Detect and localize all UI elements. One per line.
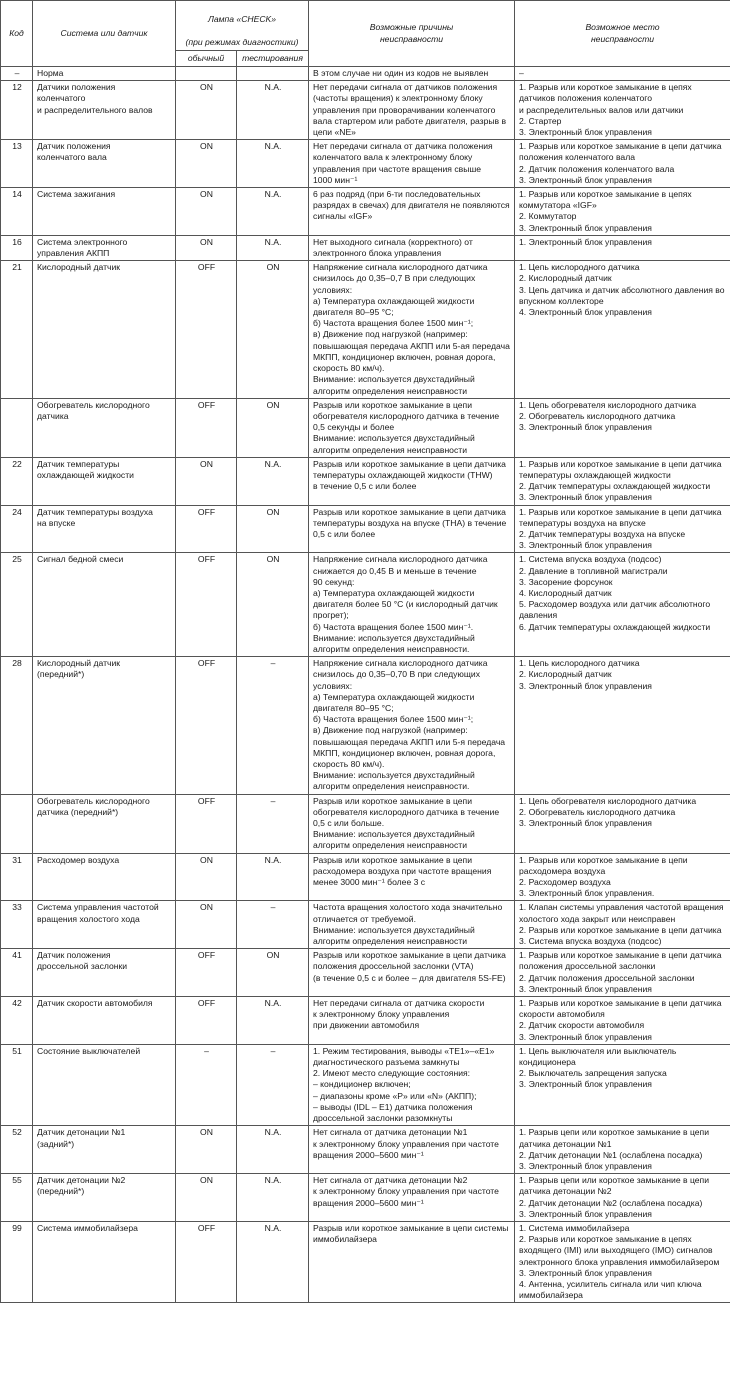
cell-code: 22 xyxy=(1,457,33,505)
header-lamp xyxy=(176,1,309,51)
header-lamp-normal: обычный xyxy=(176,50,237,66)
cell-causes: В этом случае ни один из кодов не выявлен xyxy=(309,67,515,81)
cell-lamp-normal: OFF xyxy=(176,657,237,794)
cell-code: 16 xyxy=(1,235,33,260)
cell-causes: Нет выходного сигнала (корректного) от электронного блока управления xyxy=(309,235,515,260)
cell-lamp-test: ON xyxy=(237,949,309,997)
cell-causes: Разрыв или короткое замыкание в цепи системы иммобилайзера xyxy=(309,1221,515,1302)
cell-location: 1. Разрыв или короткое замыкание в цепи датчика положения коленчатого вала 2. Датчик положения коленчатого вала 3. Электронный блок управления xyxy=(515,140,730,188)
cell-lamp-test: N.A. xyxy=(237,1174,309,1222)
cell-location: 1. Цепь обогревателя кислородного датчика 2. Обогреватель кислородного датчика 3. Электронный блок управления xyxy=(515,398,730,457)
cell-lamp-normal: OFF xyxy=(176,398,237,457)
cell-causes: Напряжение сигнала кислородного датчика снизилось до 0,35–0,7 В при следующих условиях: а) Температура охлаждающей жидкости двигателя 80–95 °С; б) Частота вращения более 1500 мин⁻¹; в) Движение под нагрузкой (например: повышающая передача АКПП или 5-ая передача МКПП, кондиционер включен, ровная дорога, скорость 80 км/ч). Внимание: используется двухстадийный алгоритм определения неисправности xyxy=(309,261,515,398)
cell-lamp-test: N.A. xyxy=(237,1126,309,1174)
cell-code: 55 xyxy=(1,1174,33,1222)
cell-lamp-normal: OFF xyxy=(176,553,237,657)
cell-lamp-test: N.A. xyxy=(237,997,309,1045)
cell-location: 1. Система иммобилайзера 2. Разрыв или короткое замыкание в цепях входящего (IMI) или выходящего (IMO) сигналов электронного блока управления иммобилайзером 3. Электронный блок управления 4. Антенна, усилитель сигнала или чип ключа иммобилайзера xyxy=(515,1221,730,1302)
table-row xyxy=(1,853,730,901)
cell-code: 24 xyxy=(1,505,33,553)
cell-causes: Напряжение сигнала кислородного датчика снижается до 0,45 В и меньше в течение 90 секунд: а) Температура охлаждающей жидкости двигателя более 50 °С (и кислородный датчик прогрет); б) Частота вращения более 1500 мин⁻¹. Внимание: используется двухстадийный алгоритм определения неисправности. xyxy=(309,553,515,657)
table-row xyxy=(1,794,730,853)
cell-lamp-normal: ON xyxy=(176,457,237,505)
table-row xyxy=(1,1221,730,1302)
cell-lamp-test: N.A. xyxy=(237,235,309,260)
cell-lamp-test: ON xyxy=(237,553,309,657)
cell-location: 1. Электронный блок управления xyxy=(515,235,730,260)
cell-code: 51 xyxy=(1,1044,33,1125)
header-lamp-title: Лампа «CHECK» xyxy=(207,14,277,25)
cell-lamp-normal: OFF xyxy=(176,794,237,853)
cell-system: Датчик детонации №1 (задний*) xyxy=(33,1126,176,1174)
cell-code: 25 xyxy=(1,553,33,657)
cell-lamp-test: – xyxy=(237,1044,309,1125)
cell-lamp-normal: OFF xyxy=(176,505,237,553)
cell-location: 1. Разрыв или короткое замыкание в цепи датчика температуры охлаждающей жидкости 2. Датчик температуры охлаждающей жидкости 3. Электронный блок управления xyxy=(515,457,730,505)
table-row xyxy=(1,261,730,398)
cell-location: 1. Клапан системы управления частотой вращения холостого хода закрыт или неисправен 2. Разрыв или короткое замыкание в цепи датчика 3. Система впуска воздуха (подсос) xyxy=(515,901,730,949)
cell-causes: Разрыв или короткое замыкание в цепи расходомера воздуха при частоте вращения менее 3000 мин⁻¹ более 3 с xyxy=(309,853,515,901)
header-row-1 xyxy=(1,1,730,51)
cell-lamp-test: ON xyxy=(237,398,309,457)
cell-lamp-normal: ON xyxy=(176,140,237,188)
cell-code xyxy=(1,398,33,457)
cell-system: Кислородный датчик xyxy=(33,261,176,398)
table-row xyxy=(1,1044,730,1125)
cell-system: Система иммобилайзера xyxy=(33,1221,176,1302)
cell-code: 14 xyxy=(1,188,33,236)
cell-system: Расходомер воздуха xyxy=(33,853,176,901)
cell-location: – xyxy=(515,67,730,81)
cell-location: 1. Разрыв или короткое замыкание в цепи датчика скорости автомобиля 2. Датчик скорости автомобиля 3. Электронный блок управления xyxy=(515,997,730,1045)
cell-system: Датчик температуры охлаждающей жидкости xyxy=(33,457,176,505)
cell-location: 1. Разрыв цепи или короткое замыкание в цепи датчика детонации №2 2. Датчик детонации №2 (ослаблена посадка) 3. Электронный блок управления xyxy=(515,1174,730,1222)
table-row xyxy=(1,67,730,81)
cell-system: Кислородный датчик (передний*) xyxy=(33,657,176,794)
cell-system: Датчик положения дроссельной заслонки xyxy=(33,949,176,997)
table-row xyxy=(1,457,730,505)
table-row xyxy=(1,553,730,657)
cell-location: 1. Разрыв или короткое замыкание в цепи расходомера воздуха 2. Расходомер воздуха 3. Электронный блок управления. xyxy=(515,853,730,901)
table-row xyxy=(1,901,730,949)
cell-system: Обогреватель кислородного датчика (передний*) xyxy=(33,794,176,853)
cell-lamp-normal: – xyxy=(176,1044,237,1125)
cell-lamp-test: N.A. xyxy=(237,1221,309,1302)
cell-lamp-test: – xyxy=(237,901,309,949)
cell-location: 1. Система впуска воздуха (подсос) 2. Давление в топливной магистрали 3. Засорение форсунок 4. Кислородный датчик 5. Расходомер воздуха или датчик абсолютного давления 6. Датчик температуры охлаждающей жидкости xyxy=(515,553,730,657)
cell-causes: Нет передачи сигнала от датчика скорости к электронному блоку управления при движении автомобиля xyxy=(309,997,515,1045)
cell-location: 1. Цепь кислородного датчика 2. Кислородный датчик 3. Электронный блок управления xyxy=(515,657,730,794)
cell-lamp-normal: ON xyxy=(176,81,237,140)
cell-code: 52 xyxy=(1,1126,33,1174)
header-lamp-test: тестирования xyxy=(237,50,309,66)
cell-causes: 1. Режим тестирования, выводы «TE1»–«E1» диагностического разъема замкнуты 2. Имеют место следующие состояния: – кондиционер включен; – диапазоны кроме «P» или «N» (АКПП); – выводы (IDL – E1) датчика положения дроссельной заслонки разомкнуты xyxy=(309,1044,515,1125)
cell-code: 42 xyxy=(1,997,33,1045)
cell-system: Норма xyxy=(33,67,176,81)
table-row xyxy=(1,1126,730,1174)
cell-location: 1. Цепь обогревателя кислородного датчика 2. Обогреватель кислородного датчика 3. Электронный блок управления xyxy=(515,794,730,853)
table-row xyxy=(1,81,730,140)
cell-lamp-normal: OFF xyxy=(176,997,237,1045)
cell-location: 1. Цепь кислородного датчика 2. Кислородный датчик 3. Цепь датчика и датчик абсолютного давления во впускном коллекторе 4. Электронный блок управления xyxy=(515,261,730,398)
table-row xyxy=(1,949,730,997)
cell-lamp-test: N.A. xyxy=(237,81,309,140)
cell-causes: Нет передачи сигнала от датчиков положения (частоты вращения) к электронному блоку управления при проворачивании коленчатого вала стартером или работе двигателя, разрыв в цепи «NE» xyxy=(309,81,515,140)
header-code: Код xyxy=(1,1,33,67)
cell-code: 12 xyxy=(1,81,33,140)
cell-lamp-test: – xyxy=(237,657,309,794)
cell-system: Система управления частотой вращения холостого хода xyxy=(33,901,176,949)
cell-system: Обогреватель кислородного датчика xyxy=(33,398,176,457)
cell-causes: Частота вращения холостого хода значительно отличается от требуемой. Внимание: используется двухстадийный алгоритм определения неисправности xyxy=(309,901,515,949)
table-row xyxy=(1,997,730,1045)
cell-causes: Напряжение сигнала кислородного датчика снизилось до 0,35–0,70 В при следующих условиях: а) Температура охлаждающей жидкости двигателя 80–95 °С; б) Частота вращения более 1500 мин⁻¹; в) Движение под нагрузкой (например: повышающая передача АКПП или 5-я передача МКПП, кондиционер включен, ровная дорога, скорость 80 км/ч). Внимание: используется двухстадийный алгоритм определения неисправности. xyxy=(309,657,515,794)
table-row xyxy=(1,505,730,553)
cell-lamp-normal: OFF xyxy=(176,261,237,398)
cell-causes: Разрыв или короткое замыкание в цепи датчика температуры охлаждающей жидкости (THW) в течение 0,5 с или более xyxy=(309,457,515,505)
cell-system: Датчик скорости автомобиля xyxy=(33,997,176,1045)
cell-causes: 6 раз подряд (при 6-ти последовательных разрядах в свечах) для двигателя не появляются сигналы «IGF» xyxy=(309,188,515,236)
cell-lamp-normal: ON xyxy=(176,1174,237,1222)
cell-code xyxy=(1,794,33,853)
cell-lamp-test: N.A. xyxy=(237,188,309,236)
cell-causes: Нет передачи сигнала от датчика положения коленчатого вала к электронному блоку управления при частоте вращения свыше 1000 мин⁻¹ xyxy=(309,140,515,188)
table-row xyxy=(1,140,730,188)
cell-code: 33 xyxy=(1,901,33,949)
cell-system: Датчик температуры воздуха на впуске xyxy=(33,505,176,553)
cell-causes: Нет сигнала от датчика детонации №2 к электронному блоку управления при частоте вращения 2000–5600 мин⁻¹ xyxy=(309,1174,515,1222)
cell-location: 1. Цепь выключателя или выключатель кондиционера 2. Выключатель запрещения запуска 3. Электронный блок управления xyxy=(515,1044,730,1125)
cell-causes: Разрыв или короткое замыкание в цепи обогревателя кислородного датчика в течение 0,5 с или больше. Внимание: используется двухстадийный алгоритм определения неисправности xyxy=(309,794,515,853)
header-system: Система или датчик xyxy=(33,1,176,67)
cell-code: 31 xyxy=(1,853,33,901)
cell-lamp-normal: OFF xyxy=(176,949,237,997)
cell-causes: Разрыв или короткое замыкание в цепи датчика положения дроссельной заслонки (VTA) (в течение 0,5 с и более – для двигателя 5S-FE) xyxy=(309,949,515,997)
cell-lamp-normal: ON xyxy=(176,853,237,901)
cell-system: Система электронного управления АКПП xyxy=(33,235,176,260)
cell-lamp-normal: OFF xyxy=(176,1221,237,1302)
cell-code: 99 xyxy=(1,1221,33,1302)
table-row xyxy=(1,188,730,236)
header-causes: Возможные причины неисправности xyxy=(309,1,515,67)
header-location: Возможное место неисправности xyxy=(515,1,730,67)
cell-lamp-normal: ON xyxy=(176,188,237,236)
cell-lamp-test xyxy=(237,67,309,81)
cell-code: 41 xyxy=(1,949,33,997)
table-body xyxy=(1,67,730,1303)
cell-lamp-test: N.A. xyxy=(237,457,309,505)
cell-code: 13 xyxy=(1,140,33,188)
cell-location: 1. Разрыв или короткое замыкание в цепи датчика положения дроссельной заслонки 2. Датчик положения дроссельной заслонки 3. Электронный блок управления xyxy=(515,949,730,997)
cell-system: Датчики положения коленчатого и распределительного валов xyxy=(33,81,176,140)
cell-lamp-normal: ON xyxy=(176,1126,237,1174)
cell-system: Датчик детонации №2 (передний*) xyxy=(33,1174,176,1222)
cell-lamp-test: ON xyxy=(237,505,309,553)
cell-lamp-normal: ON xyxy=(176,901,237,949)
cell-lamp-normal xyxy=(176,67,237,81)
table-row xyxy=(1,235,730,260)
cell-system: Состояние выключателей xyxy=(33,1044,176,1125)
cell-location: 1. Разрыв или короткое замыкание в цепи датчика температуры воздуха на впуске 2. Датчик температуры воздуха на впуске 3. Электронный блок управления xyxy=(515,505,730,553)
cell-lamp-normal: ON xyxy=(176,235,237,260)
cell-lamp-test: N.A. xyxy=(237,140,309,188)
cell-system: Сигнал бедной смеси xyxy=(33,553,176,657)
cell-lamp-test: ON xyxy=(237,261,309,398)
table-row xyxy=(1,657,730,794)
cell-causes: Нет сигнала от датчика детонации №1 к электронному блоку управления при частоте вращения 2000–5600 мин⁻¹ xyxy=(309,1126,515,1174)
cell-system: Датчик положения коленчатого вала xyxy=(33,140,176,188)
cell-code: – xyxy=(1,67,33,81)
cell-system: Система зажигания xyxy=(33,188,176,236)
cell-causes: Разрыв или короткое замыкание в цепи датчика температуры воздуха на впуске (THA) в течение 0,5 с или более xyxy=(309,505,515,553)
table-row xyxy=(1,1174,730,1222)
cell-causes: Разрыв или короткое замыкание в цепи обогревателя кислородного датчика в течение 0,5 секунды и более Внимание: используется двухстадийный алгоритм определения неисправности xyxy=(309,398,515,457)
cell-code: 28 xyxy=(1,657,33,794)
cell-code: 21 xyxy=(1,261,33,398)
table-row xyxy=(1,398,730,457)
cell-location: 1. Разрыв или короткое замыкание в цепях датчиков положения коленчатого и распределительных валов или датчики 2. Стартер 3. Электронный блок управления xyxy=(515,81,730,140)
cell-lamp-test: N.A. xyxy=(237,853,309,901)
cell-lamp-test: – xyxy=(237,794,309,853)
cell-location: 1. Разрыв цепи или короткое замыкание в цепи датчика детонации №1 2. Датчик детонации №1 (ослаблена посадка) 3. Электронный блок управления xyxy=(515,1126,730,1174)
cell-location: 1. Разрыв или короткое замыкание в цепях коммутатора «IGF» 2. Коммутатор 3. Электронный блок управления xyxy=(515,188,730,236)
header-lamp-subtitle: (при режимах диагностики) xyxy=(185,36,299,47)
